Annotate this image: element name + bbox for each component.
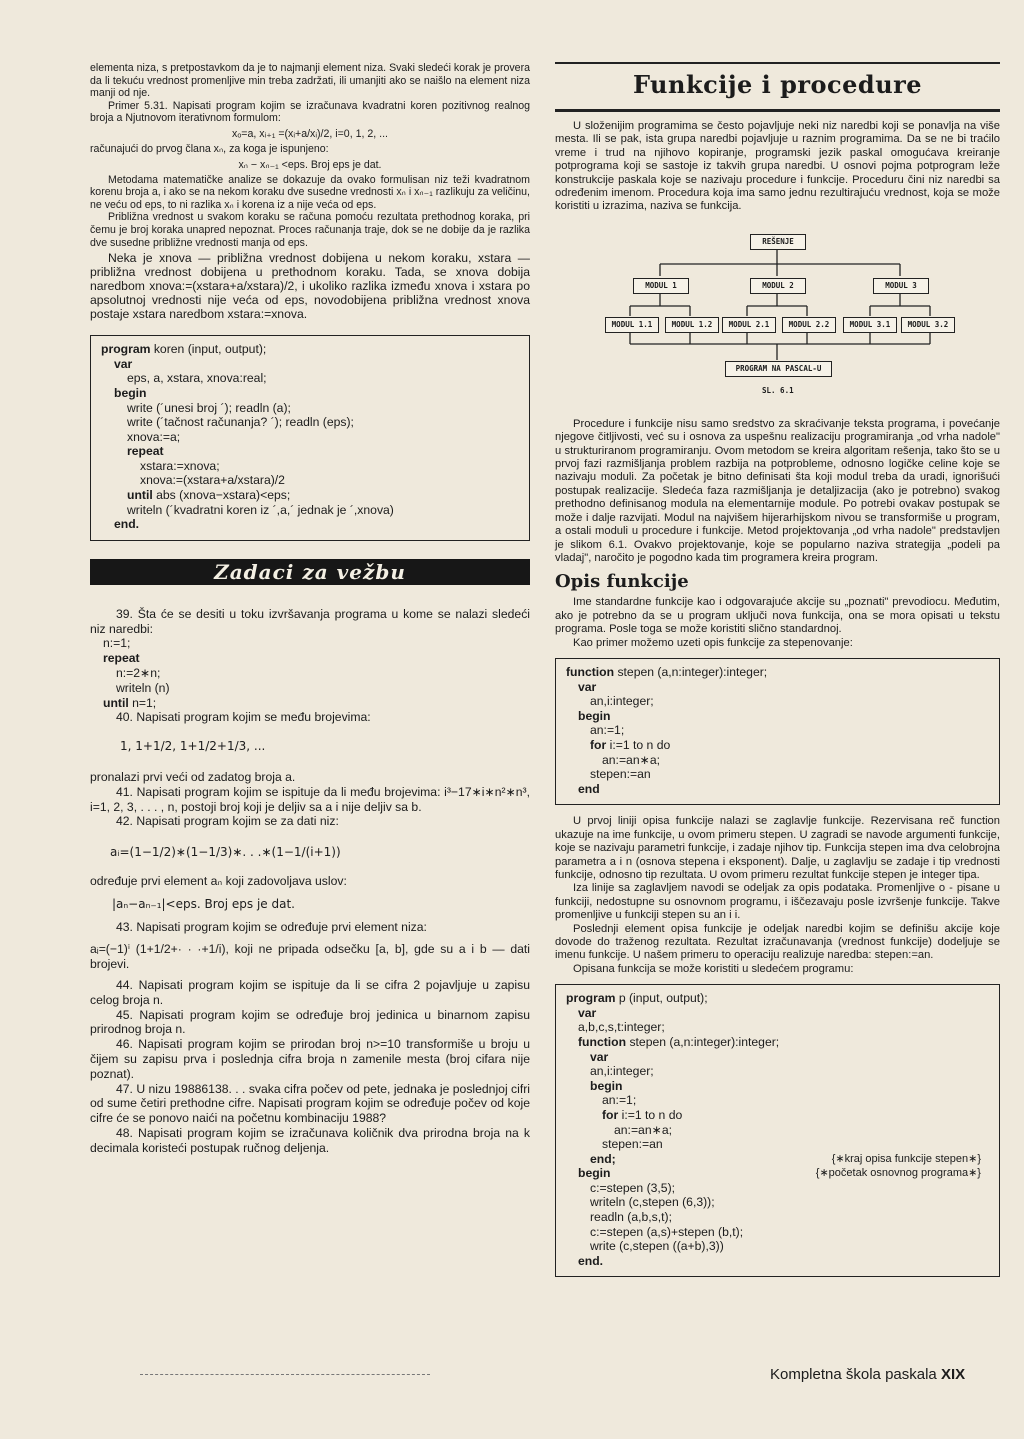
diagram-module-2-1: MODUL 2.1	[722, 317, 776, 333]
code-line	[566, 753, 989, 768]
code-line	[566, 1254, 989, 1269]
task-47: 47. U nizu 19886138. . . svaka cifra počev od pete, jednaka je poslednjoj cifri od sume četiri prethodne cifre. Napisati program kojim se određuje počev od koje cifre će se ponovo naići na početnu kombinaciju 1988?	[90, 1081, 530, 1126]
task-43-formula: aᵢ=(−1)ⁱ (1+1/2+· · ·+1/i), koji ne pripada odsečku [a, b], gde su a i b — dati brojevi.	[90, 942, 530, 972]
task-42: 42. Napisati program kojim se za dati niz:	[116, 814, 339, 829]
program-p-listing	[555, 984, 1000, 1277]
title-rule-bottom	[555, 109, 1000, 112]
code-line	[566, 723, 989, 738]
diagram-module-2: MODUL 2	[750, 278, 806, 294]
task-39: 39. Šta će se desiti u toku izvršavanja programa u kome se nalazi sledeći niz naredbi:	[90, 606, 530, 636]
task-42-product: aᵢ=(1−1/2)∗(1−1/3)∗. . .∗(1−1/(i+1))	[110, 845, 341, 860]
code-line	[566, 1020, 989, 1035]
code-text: i:=1 to n do	[618, 1107, 683, 1122]
code-text: c:=stepen (a,s)+stepen (b,t);	[590, 1224, 744, 1239]
code-text: an,i:integer;	[590, 694, 654, 709]
code-text: xnova:=a;	[127, 429, 181, 444]
code-keyword: repeat	[103, 651, 140, 666]
code-text: n=1;	[128, 695, 157, 710]
diagram-module-1-1: MODUL 1.1	[605, 317, 659, 333]
code-text: xstara:=xnova;	[140, 458, 220, 473]
code-line	[566, 1195, 989, 1210]
diagram-module-3: MODUL 3	[873, 278, 929, 294]
code-keyword: end	[578, 781, 600, 796]
code-line	[101, 473, 519, 488]
code-line	[101, 430, 519, 445]
code-keyword: var	[578, 1005, 597, 1020]
code-text: an:=1;	[590, 723, 625, 738]
diagram-module-3-1: MODUL 3.1	[843, 317, 897, 333]
code-keyword: repeat	[127, 444, 164, 459]
intro-functions: U složenijim programima se često pojavljuje neki niz naredbi koji se ponavlja na više mesta. Ili se pak, ista grupa naredbi pojavljuje u raznim programima. Da se ne bi traćilo vreme i trud na njihovo kopiranje, programski jezik paskal omogućava kreiranje potprograma koji se sastoje iz takvih grupa naredbi. U osnovi pojma potprogram leže konstrukcije paskala koje se nazivaju procedure i funkcije. Proceduru čini niz naredbi sa određenim imenom. Procedura koja ima samo jednu rezultirajuću vrednost, koja se može koristiti u izrazima, naziva se funkcija.	[555, 120, 1000, 213]
code-keyword: until	[127, 488, 153, 503]
compute-until: računajući do prvog člana xₙ, za koga je ispunjeno:	[90, 142, 329, 155]
code-line	[566, 1152, 989, 1167]
code-line	[566, 694, 989, 709]
page-footer	[770, 1366, 965, 1383]
code-text: koren (input, output);	[150, 342, 267, 357]
code-text: writeln (c,stepen (6,3));	[590, 1195, 715, 1210]
code-line	[566, 1064, 989, 1079]
code-line	[101, 459, 519, 474]
code-line	[566, 1035, 989, 1050]
code-line	[566, 1166, 989, 1181]
diagram-root: REŠENJE	[750, 234, 806, 250]
code-line	[90, 636, 530, 651]
code-keyword: program	[101, 342, 151, 357]
function-stepen-listing	[555, 658, 1000, 805]
code-text: an:=an∗a;	[614, 1122, 672, 1137]
footer-series-title: Kompletna škola paskala	[770, 1366, 937, 1383]
code-line	[101, 444, 519, 459]
code-keyword: var	[578, 679, 597, 694]
code-line	[566, 1123, 989, 1138]
subsection-heading: Opis funkcije	[555, 571, 689, 593]
code-text: stepen:=an	[590, 767, 651, 782]
code-line	[566, 767, 989, 782]
top-down-diagram	[555, 224, 1000, 414]
task-40: 40. Napisati program kojim se među brojevima:	[116, 710, 371, 725]
code-line	[566, 1225, 989, 1240]
code-line	[90, 666, 530, 681]
code-line	[566, 1239, 989, 1254]
code-text: n:=1;	[103, 636, 131, 651]
code-text: n:=2∗n;	[116, 666, 161, 681]
code-text: an,i:integer;	[590, 1064, 654, 1079]
code-text: write (´unesi broj ´); readln (a);	[127, 400, 291, 415]
code-keyword: var	[590, 1049, 609, 1064]
code-keyword: begin	[578, 708, 611, 723]
code-line	[101, 415, 519, 430]
standard-function-paragraph: Ime standardne funkcije kao i odgovarajuće akcije su „poznati" prevodiocu. Međutim, ako je potrebno da se u program uključi nova funkcija, ona se mora opisati u tekstu programa. Posle toga se može koristiti slično standardnoj.	[555, 596, 1000, 636]
code-line	[566, 782, 989, 797]
diagram-pascal-program: PROGRAM NA PASCAL-U	[725, 361, 832, 377]
code-keyword: for	[590, 737, 607, 752]
code-line	[566, 709, 989, 724]
page-number: XIX	[940, 1366, 966, 1383]
approx-paragraph: Približna vrednost u svakom koraku se računa pomoću rezultata prethodnog koraka, pri čemu je broj koraka unapred nepoznat. Proces računanja traje, dok se ne dobije da je razlika dve susedne približne vrednosti manja od eps.	[90, 211, 530, 249]
code-line	[101, 517, 519, 532]
code-line	[566, 1181, 989, 1196]
code-text: stepen (a,n:integer):integer;	[614, 664, 768, 679]
program-koren-listing	[90, 335, 530, 541]
task-44: 44. Napisati program kojim se ispituje da li se cifra 2 pojavljuje u zapisu celog broja n.	[90, 977, 530, 1007]
left-column	[90, 62, 530, 1156]
code-text: write (c,stepen ((a+b),3))	[590, 1239, 724, 1254]
code-text: c:=stepen (3,5);	[590, 1180, 676, 1195]
statements-paragraph: Poslednji element opisa funkcije je odeljak naredbi kojim se definišu akcije koje dovode do traženog rezultata. Rezultat izračunavanja (vrednost funkcije) dodeljuje se imenu funkcije. U našem primeru to operaciju realizuje naredba: stepen:=an.	[555, 922, 1000, 962]
code-text: xnova:=(xstara+a/xstara)/2	[140, 473, 285, 488]
code-text: abs (xnova−xstara)<eps;	[152, 488, 291, 503]
code-text: writeln (´kvadratni koren iz ´,a,´ jednak je ´,xnova)	[127, 502, 394, 517]
code-line	[566, 1006, 989, 1021]
code-keyword: end;	[590, 1151, 616, 1166]
code-keyword: begin	[578, 1166, 611, 1181]
code-line	[101, 488, 519, 503]
xnova-paragraph: Neka je xnova — približna vrednost dobijena u nekom koraku, xstara — približna vrednost dobijena u prethodnom koraku. Tada, se xnova dobija naredbom xnova:=(xstara+a/xstara)/2, i ukoliko razlika između xnova i xstara po apsolutnoj vrednosti nije veća od eps, novodobijena približna vrednost xnova postaje xstara naredbom xstara:=xnova.	[90, 251, 530, 322]
code-text: a,b,c,s,t:integer;	[578, 1020, 665, 1035]
comment-begin-main: {∗početak osnovnog programa∗}	[815, 1167, 981, 1180]
code-line	[90, 681, 530, 696]
intro-paragraph: elementa niza, s pretpostavkom da je to najmanji element niza. Svaki sledeći korak je provera da li tekuću vrednost promenljive min treba zadržati, ili umanjiti ako se naišlo na element niza manji od nje.	[90, 62, 530, 100]
task-40-after: pronalazi prvi veći od zadatog broja a.	[90, 770, 296, 785]
code-line	[566, 665, 989, 680]
code-line	[566, 680, 989, 695]
code-line	[101, 342, 519, 357]
code-line	[101, 357, 519, 372]
code-text: stepen (a,n:integer):integer;	[626, 1034, 780, 1049]
code-keyword: begin	[114, 385, 147, 400]
figure-caption: SL. 6.1	[762, 385, 794, 395]
code-line	[101, 371, 519, 386]
local-vars-paragraph: Iza linije sa zaglavljem navodi se odeljak za opis podataka. Promenljive o - pisane u funkciji, nedostupne su osnovnom programu, i iščezavaju posle izvršenje funkcije. Takve promenljive u funkciji stepen su an i i.	[555, 882, 1000, 922]
code-keyword: program	[566, 991, 616, 1006]
example-intro: Kao primer možemo uzeti opis funkcije za stepenovanje:	[573, 636, 853, 649]
code-text: i:=1 to n do	[606, 737, 671, 752]
code-line	[566, 738, 989, 753]
intro-text	[90, 62, 530, 125]
code-keyword: function	[578, 1034, 627, 1049]
code-keyword: var	[114, 356, 133, 371]
code-text: an:=1;	[602, 1093, 637, 1108]
code-line	[90, 696, 530, 711]
code-text: an:=an∗a;	[602, 752, 660, 767]
task-42-after: određuje prvi element aₙ koji zadovoljava uslov:	[90, 874, 347, 888]
code-line	[566, 1079, 989, 1094]
exercises-banner: Zadaci za vežbu	[90, 559, 530, 585]
code-line	[101, 401, 519, 416]
code-line	[566, 1137, 989, 1152]
stop-condition: xₙ − xₙ₋₁ <eps. Broj eps je dat.	[238, 158, 382, 171]
diagram-module-3-2: MODUL 3.2	[901, 317, 955, 333]
right-column	[555, 62, 1000, 1287]
code-line	[566, 1210, 989, 1225]
code-text: writeln (n)	[116, 680, 170, 695]
code-keyword: function	[566, 664, 615, 679]
example-heading: Primer 5.31. Napisati program kojim se izračunava kvadratni koren pozitivnog realnog broja a Njutnovom iterativnom formulom:	[90, 99, 530, 125]
code-line	[566, 1050, 989, 1065]
task-41: 41. Napisati program kojim se ispituje da li među brojevima: i³−17∗i∗n²∗n³, i=1, 2, 3, . . . , n, postoji broj koji je deljiv sa a i nije deljiv sa b.	[90, 784, 530, 814]
code-text: eps, a, xstara, xnova:real;	[127, 371, 267, 386]
footer-rule	[140, 1374, 430, 1375]
code-keyword: end.	[578, 1253, 604, 1268]
code-text: write (´tačnost računanja? ´); readln (eps);	[127, 415, 354, 430]
exercises-list	[90, 607, 530, 1156]
code-keyword: end.	[114, 517, 140, 532]
header-paragraph: U prvoj liniji opisa funkcije nalazi se zaglavlje funkcije. Rezervisana reč function ukazuje na ime funkcije, u ovom primeru stepen. U zagradi se navode argumenti funkcije, koje se nazivaju parametri funkcije, i zadaje njihov tip. Funkcija stepen ima dva celobrojna parametra a i n (osnova stepena i eksponent). Dalje, u zaglavlju se zadaje i tip vrednosti funkcije, odnosno tip rezultata. U ovom primeru rezultat funkcije stepen je integer tipa.	[555, 815, 1000, 881]
code-keyword: until	[103, 695, 129, 710]
section-title: Funkcije i procedure	[632, 70, 923, 99]
newton-formula: xₒ=a, xᵢ₊₁ =(xᵢ+a/xᵢ)/2, i=0, 1, 2, ...	[232, 127, 388, 140]
code-line	[101, 386, 519, 401]
method-paragraph: Metodama matematičke analize se dokazuje da ovako formulisan niz teži kvadratnom korenu broja a, i ako se na nekom koraku dve susedne vrednosti xₙ i xₙ₋₁ razlikuju za veličinu, ne veću od eps, to ni razlika xₙ i korena iz a nije veća od eps.	[90, 173, 530, 211]
top-down-paragraph: Procedure i funkcije nisu samo sredstvo za skraćivanje teksta programa, i povećanje njegove čitljivosti, već su i osnova za uspešnu realizaciju programiranja „od vrha nadole" u strukturiranom programiranju. Ovom metodom se kreira algoritam rešenja, tako što se u prvoj fazi razmišljanja problem razbija na potprobleme, odnosno logičke celine koje se nazivaju moduli. Za početak je bitno definisati šta koji modul treba da uradi, ignorišući postupak realizacije. Sledeća faza razmišljanja je detaljizacija (ako je potrebno) svakog prethodno definisanog modula na elementarnije module. Po potrebi ovakav postupak se može i dalje razvijati. Modul na najvišem hijerarhijskom nivou se transformiše u program, a ostali moduli u procedure i funkcije. Metod projektovanja „od vrha nadole" predstavljen je slikom 6.1. Ovakvo projektovanje, koje se popularno naziva strategija „podeli pa vladaj", naročito je pogodno kada tim programera kreira program.	[555, 417, 1000, 564]
usage-intro: Opisana funkcija se može koristiti u sledećem programu:	[573, 962, 854, 975]
code-text: readln (a,b,s,t);	[590, 1210, 672, 1225]
task-39-code	[90, 636, 530, 710]
code-text: p (input, output);	[615, 991, 708, 1006]
code-text: stepen:=an	[602, 1137, 663, 1152]
diagram-module-1: MODUL 1	[633, 278, 689, 294]
code-line	[566, 1093, 989, 1108]
task-48: 48. Napisati program kojim se izračunava količnik dva prirodna broja na k decimala koristeći postupak ručnog deljenja.	[90, 1125, 530, 1155]
task-45: 45. Napisati program kojim se određuje broj jedinica u binarnom zapisu prirodnog broja n.	[90, 1007, 530, 1037]
comment-end-function: {∗kraj opisa funkcije stepen∗}	[831, 1152, 981, 1165]
diagram-module-1-2: MODUL 1.2	[665, 317, 719, 333]
code-keyword: begin	[590, 1078, 623, 1093]
diagram-module-2-2: MODUL 2.2	[782, 317, 836, 333]
task-43: 43. Napisati program kojim se određuje prvi element niza:	[116, 919, 427, 934]
task-46: 46. Napisati program kojim se prirodan broj n>=10 transformiše u broju u čijem su zapisu prva i poslednja cifra broja n zamenile mesta (broj cifara nije poznat).	[90, 1037, 530, 1081]
code-line	[566, 1108, 989, 1123]
code-line	[90, 651, 530, 666]
code-line	[566, 991, 989, 1006]
code-keyword: for	[602, 1107, 619, 1122]
task-40-series: 1, 1+1/2, 1+1/2+1/3, ...	[120, 739, 266, 754]
code-line	[101, 503, 519, 518]
task-42-condition: |aₙ−aₙ₋₁|<eps. Broj eps je dat.	[112, 896, 295, 911]
title-rule-top	[555, 62, 1000, 64]
